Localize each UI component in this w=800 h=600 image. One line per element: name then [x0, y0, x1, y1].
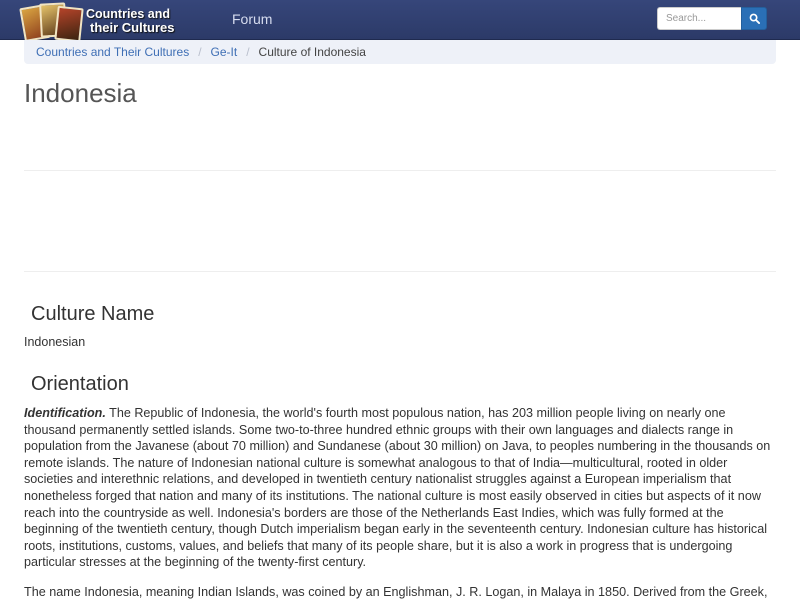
logo-line-2: their Cultures: [90, 20, 175, 35]
site-logo[interactable]: [20, 2, 220, 40]
breadcrumb-item-countries[interactable]: Countries and Their Cultures: [36, 45, 190, 59]
breadcrumb: [24, 40, 776, 64]
logo-line-1: Countries and: [86, 7, 171, 21]
logo-image: [20, 2, 82, 40]
orientation-paragraph-1: [24, 405, 776, 571]
top-navbar: [0, 0, 800, 40]
logo-card-3: [54, 6, 83, 43]
breadcrumb-current: Culture of Indonesia: [258, 45, 366, 59]
search-button[interactable]: [741, 7, 767, 30]
logo-text: [86, 7, 175, 35]
section-heading-orientation: Orientation: [31, 373, 129, 395]
search-icon: [749, 13, 760, 24]
nav-forum-link[interactable]: Forum: [232, 11, 273, 27]
orientation-paragraph-1-text: The Republic of Indonesia, the world's fourth most populous nation, has 203 million people living on nearly one thousand permanently settled islands. Some two-to-three hundred ethnic groups with their own languages and dialects range in population from the Javanese (about 70 million) and Sundanese (about 30 million) on Java, to peoples numbering in the thousands on remote islands. The nature of Indonesian national culture is somewhat analogous to that of India—multicultural, rooted in older societies and interethnic relations, and developed in twentieth century nationalist struggles against a European imperialism that nonetheless forged that nation and many of its institutions. The national culture is most easily observed in cities but aspects of it now reach into the countryside as well. Indonesia's borders are those of the Netherlands East Indies, which was fully formed at the beginning of the twentieth century, though Dutch imperialism began early in the seventeenth century. Indonesian culture has historical roots, institutions, customs, values, and beliefs that many of its people share, but it is also a work in progress that is undergoing particular stresses at the beginning of the twenty-first century.: [24, 406, 771, 570]
page-title: Indonesia: [24, 78, 137, 108]
section-heading-culture-name: Culture Name: [31, 303, 155, 325]
breadcrumb-item-ge-it[interactable]: Ge-It: [210, 45, 238, 59]
orientation-paragraph-2: The name Indonesia, meaning Indian Islands, was coined by an Englishman, J. R. Logan, in Malaya in 1850. Derived from the Greek,: [24, 585, 768, 599]
search-input[interactable]: [657, 7, 741, 30]
breadcrumb-separator: /: [246, 45, 250, 59]
culture-name-value: Indonesian: [24, 335, 86, 349]
breadcrumb-separator: /: [198, 45, 202, 59]
identification-label: Identification.: [24, 406, 106, 420]
ad-placeholder: [24, 170, 776, 272]
